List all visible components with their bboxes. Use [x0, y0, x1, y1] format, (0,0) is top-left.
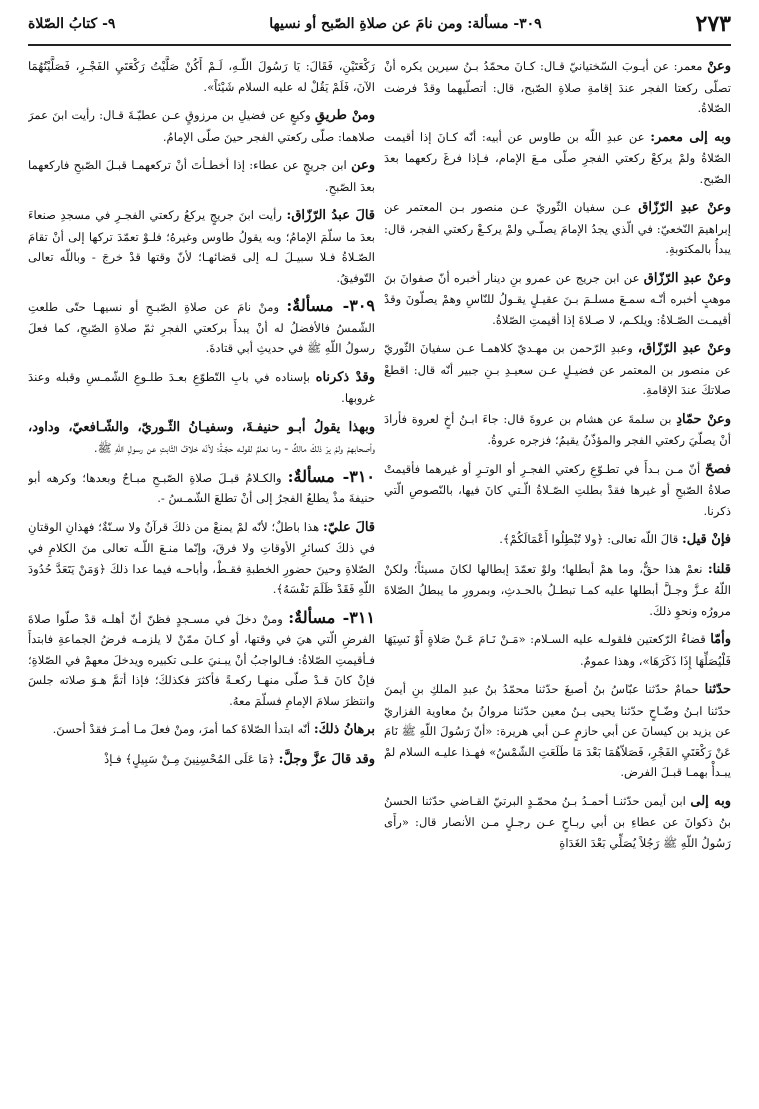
- paragraph-text: ومنْ نامَ عن صلاةِ الصّبـحِ أو نسيهـا حتّى طلعتِ الشّمسُ فالأفضلُ له أنْ يبدأَ بركعتي الفجرِ ثمّ صلاةِ الصّبحِ، كما فعلَ رسولُ اللّهِ ﷺ في حديثِ أبي قتادةَ.: [28, 300, 375, 355]
- issue-heading: ٣١١- مسألةٌ:: [288, 607, 375, 627]
- issue-heading: ٣٠٩- مسألةٌ:: [286, 296, 375, 315]
- paragraph: [384, 56, 731, 119]
- paragraph-lead: وعنْ حمّادِ: [676, 411, 731, 427]
- paragraph-text: رأيت ابنَ جريجٍ يركعُ ركعتي الفجـرِ في مسجدِ صنعاءَ بعدَ ما سلّمَ الإمامُ؛ وبه يقولُ طاوس وغيرهُ؛ فلـوْ تعمّدَ تركها إلى أنْ تقامَ الصّـلاةُ فـلا سبيـلَ لـه إلى قضائهـا؛ لأنّ وقتها قدْ خرجَ - وباللّه تعالى التّوفيقُ.: [28, 208, 375, 285]
- paragraph-lead: وبه إلى: [690, 793, 731, 809]
- paragraph-lead: وعن: [351, 158, 375, 173]
- paragraph: [28, 296, 375, 359]
- page-number: ٢٧٣: [695, 11, 731, 37]
- paragraph-lead: وعنْ عبدِ الرّزّاق: [638, 200, 731, 215]
- paragraph: [28, 517, 375, 600]
- paragraph: [28, 155, 375, 197]
- paragraph-lead: وبه إلى معمر:: [650, 129, 731, 145]
- paragraph: [384, 268, 731, 331]
- paragraph: [384, 197, 731, 260]
- paragraph-lead: فصحّ: [705, 461, 731, 477]
- paragraph-lead: وعنْ عبدِ الرّزّاق: [643, 270, 731, 286]
- paragraph-lead: وأمّا: [710, 632, 731, 647]
- paragraph-text: معمر: عن أيـوبَ السّختيانيّ قـال: كـانَ محمّدُ بـنُ سيرين يكره أنْ تصلّى ركعتا الفجر عندَ إقامةِ صلاةِ الصّبح، قال: أتصلّيهما وقدْ فرضت الصّلاةُ.: [384, 59, 731, 115]
- page-header: [28, 4, 731, 46]
- paragraph: [28, 367, 375, 409]
- paragraph-text: أنّه ابتدأ الصّلاةَ كما أمرَ، ومنْ فعلَ مـا أمـرَ فقدْ أحسنَ.: [52, 722, 311, 736]
- running-title: ٣٠٩- مسألة: ومن نامَ عن صلاةِ الصّبح أو نسيها: [269, 16, 542, 32]
- paragraph-text: بإسناده في بابِ التّطوّعِ بعـدَ طلـوعِ الشّمـسِ وقبله وعندَ غروبها.: [28, 369, 375, 405]
- paragraph-text: أنّ مـن بـدأَ في تطـوّعِ ركعتي الفجـرِ أو الوتـرِ أو غيرهما فأقيمتْ صلاةُ الصّبحِ أو غيرها فقدْ بطلتِ الصّـلاةُ الّـتي كانَ فيها، بالنّصوصِ الّتي ذكرنا.: [384, 461, 731, 518]
- paragraph-lead: وعنْ: [707, 59, 731, 74]
- paragraph-lead: حدّثنا: [704, 682, 731, 697]
- paragraph: [384, 127, 731, 190]
- paragraph: [384, 791, 731, 854]
- paragraph: [384, 459, 731, 522]
- paragraph: [28, 56, 375, 97]
- issue-heading: ٣١٠- مسألةٌ:: [287, 466, 375, 486]
- paragraph: [384, 338, 731, 401]
- paragraph: [384, 529, 731, 551]
- paragraph: [28, 205, 375, 288]
- paragraph-text: وعبدِ الرّحمن بن مهـديّ كلاهمـا عـن سفيانَ الثّوريّ عن منصور بن المعتمر عن فضيـلٍ عـن سعيـدِ بـنِ جبير أنّه قال: اقطعْ صلاتكَ عندَ الإقامةِ.: [384, 341, 731, 397]
- paragraph-lead: وقدْ ذكرناه: [315, 369, 375, 385]
- paragraph-text: ومنْ دخلَ في مسـجدٍ فظنّ أنّ أهلـه قدْ صلّوا صلاةَ الفرضِ الّتي هيَ في وقتها، أو كـانَ ممّنْ لا يلزمـه فرضُ الجماعةِ فابتدأَ فـأقيمتِ الصّلاةُ: فـالواجبُ أنْ يبـنيَ علـى تكبيره ويدخلَ معهمْ في الصّلاةِ؛ فإنْ كانَ قـدْ صلّى منهـا ركعـةً فأكثرَ فكذلكَ؛ فإذا أتمَّ هـوَ صلاته جلسَ وانتظرَ سلامَ الإمامِ فسلّمَ معهُ.: [28, 611, 375, 708]
- paragraph-text: ابن جريجٍ عن عطاء: إذا أخطـأتَ أنْ تركعهمـا قبـلَ الصّبحِ فاركعهما بعدَ الصّبحِ.: [28, 158, 375, 194]
- paragraph-lead: ومنْ طريقِ: [314, 108, 375, 123]
- paragraph-text: رَكْعَتَيْنِ، فَقَالَ: يَا رَسُولَ اللّـهِ، لَـمْ أَكُنْ صَلَّيْتُ رَكْعَتَيِ الفَجْـرِ، فَصَلَّيْتُهُمَا الآنَ، فَلَمْ يَقُلْ له عليه السلام شَيْئاً».: [28, 59, 375, 94]
- paragraph-text: عن ابن جريج عن عمرو بنِ دينار أخبره أنّ صفوانَ بنَ موهبٍ أخبره أنّـه سمـعَ مسلـمَ بـنَ عقيـلٍ يقـولُ للنّاسِ وهمْ يصلّونَ وقدْ أقيمـت الصّـلاةُ: ويلكـم، لا صـلاةَ إذا أقيمتِ الصّلاةُ.: [384, 270, 731, 327]
- paragraph: [384, 559, 731, 622]
- left-column: [28, 56, 375, 1102]
- paragraph-lead: قالَ عبدُ الرّزّاق:: [286, 208, 375, 223]
- paragraph: [28, 719, 375, 741]
- book-title: ٩- كتابُ الصّلاة: [28, 16, 116, 32]
- paragraph: [28, 608, 375, 712]
- paragraph-text: قضاءُ الرّكعتين فلقولـه عليه السـلام: «مَـنْ نَـامَ عَـنْ صَلاةٍ أَوْ نَسِيَهَا فَلْيُصَلِّهَا إِذَا ذَكَرَهَا»، وهذا عمومٌ.: [384, 632, 731, 668]
- paragraph: [384, 629, 731, 671]
- paragraph-text: قالَ اللّه تعالى: ﴿ولا تُبْطِلُوا أَعْمَالَكُمْ﴾.: [499, 532, 679, 546]
- paragraph-text: حمامٌ حدّثنا عبّاسُ بنُ أصبغَ حدّثنا محمّدُ بنُ عبدِ الملكِ بنِ أيمنَ حدّثنا ابـنُ وضّـاحٍ حدّثنا يحيى بـنُ معين حدّثنا مروانُ بنُ معاوية الفزاريّ عن يزيد بن كيسانَ عن أبي حازمٍ عـن أبي هريرة: «أنّ رَسُولَ اللّهِ ﷺ نَامَ عَنْ رَكْعَتَيِ الفَجْرِ، فَصَلاّهُمَا بَعْدَ مَا طَلَعَتِ الشّمْسُ» فهـذا عليـه السلام لمْ يبـدأْ بهمـا قبـلَ الفرض.: [384, 682, 731, 779]
- paragraph-lead: فإنْ قيل:: [681, 532, 731, 547]
- paragraph-text: ابن أيمن حدّثنـا أحمـدُ بـنُ محمّـدٍ البرتيّ القـاضي حدّثنا الحسنُ بنُ ذكوانَ عن عطاءِ بن أبي ربـاحٍ عـن رجـلٍ مـن الأنصار قال: «رأَى رَسُولُ اللّهِ ﷺ رَجُلاً يُصَلِّي بَعْدَ الغَدَاةِ: [384, 793, 731, 850]
- paragraph-text: بن سلمةَ عن هشام بن عروةَ قال: جاءَ ابـنُ أخٍ لعروة فأرادَ أنْ يصلّيَ ركعتي الفجر والمؤذّنُ يقيمُ؛ فزجره عروةُ.: [384, 411, 731, 447]
- paragraph: [28, 749, 375, 771]
- paragraph-text: وكيعٍ عن فضيلِ بن مرزوقٍ عـن عطيّـةَ قـال: رأيت ابنَ عمرَ صلاهما: صلّى ركعتي الفجر حينَ صلّى الإمامُ.: [28, 108, 375, 144]
- paragraph: [28, 105, 375, 147]
- paragraph: [384, 409, 731, 451]
- paragraph: [28, 467, 375, 509]
- paragraph-text: وأصحابهمْ ولمْ يرَ ذلكَ مالكٌ - وما نعلمُ لقولـه حجّـةً؛ لأنّه خلافُ الثّابتِ عن رسولِ اللّهِ ﷺ.: [93, 441, 375, 455]
- paragraph: [384, 679, 731, 783]
- paragraph-text: عـن سفيان الثّوريّ عـن منصور بـن المعتمر عن إبراهيمَ النّخعيّ: في الّذي يجدُ الإمامَ يصلّـي ولمْ يركـعْ ركعتي الفجر، قال: يبدأُ بالمكتوبةِ.: [384, 200, 731, 256]
- paragraph-lead: برهانُ ذلكَ:: [313, 722, 375, 737]
- paragraph-lead: قالَ عليّ:: [323, 519, 375, 535]
- paragraph: [28, 417, 375, 459]
- paragraph-lead: وقد قالَ عزَّ وجلَّ:: [278, 751, 375, 767]
- paragraph-lead: قلنا:: [707, 561, 731, 577]
- paragraph-lead: وبهذا يقولُ أبـو حنيفـةَ، وسفيـانُ الثّـوريّ، والشّـافعيّ، وداود،: [28, 419, 375, 435]
- paragraph-text: والكـلامُ قبـلَ صلاةِ الصّبـحِ مبـاحٌ وبعدها؛ وكرهه أبو حنيفةَ مذْ يطلعُ الفجرُ إلى أنْ تطلعَ الشّمـسُ -.: [28, 470, 375, 505]
- paragraph-text: عن عبدِ اللّه بن طاوس عن أبيه: أنّه كـانَ إذا أقيمت الصّلاةُ ولمْ يركعْ ركعتي الفجرِ صلّى مـعَ الإمام، فـإذا فرغَ ركعهما بعدَ الصّبح.: [384, 129, 731, 186]
- paragraph-text: ﴿مَا عَلَى المُحْسِنِينَ مِـنْ سَبِيلٍ﴾ فـإذْ: [104, 751, 275, 766]
- right-column: [384, 56, 731, 1102]
- paragraph-text: نعمْ هذا حقٌّ، وما همْ أبطلها؛ ولوْ تعمّدَ إبطالها لكانَ مسيئاً؛ ولكنْ اللّهُ عـزَّ وجـلَّ أبطلها عليه كمـا تبطـلُ بالحـدثِ، وبمرورِ ما يبطلُ الصّلاةَ مرورُه ونحوِ ذلكَ.: [384, 561, 731, 618]
- paragraph-lead: وعنْ عبدِ الرّزّاق،: [637, 341, 731, 356]
- paragraph-text: هذا باطلٌ؛ لأنّه لمْ يمنعْ من ذلكَ قرآنٌ ولا سـنّةٌ؛ فهذانِ الوقتانِ في ذلكَ كسائرِ الأوقاتِ ولا فرقَ، وإنّما منـعَ اللّـه تعالى منَ الكلامِ في الصّلاةِ وحينَ حضورِ الخطبةِ فقـطْ، وأباحـه فيما عدا ذلكَ ﴿وَمَنْ يَتَعَدَّ حُدُودَ اللّهِ فَقَدْ ظَلَمَ نَفْسَهُ﴾.: [28, 519, 375, 596]
